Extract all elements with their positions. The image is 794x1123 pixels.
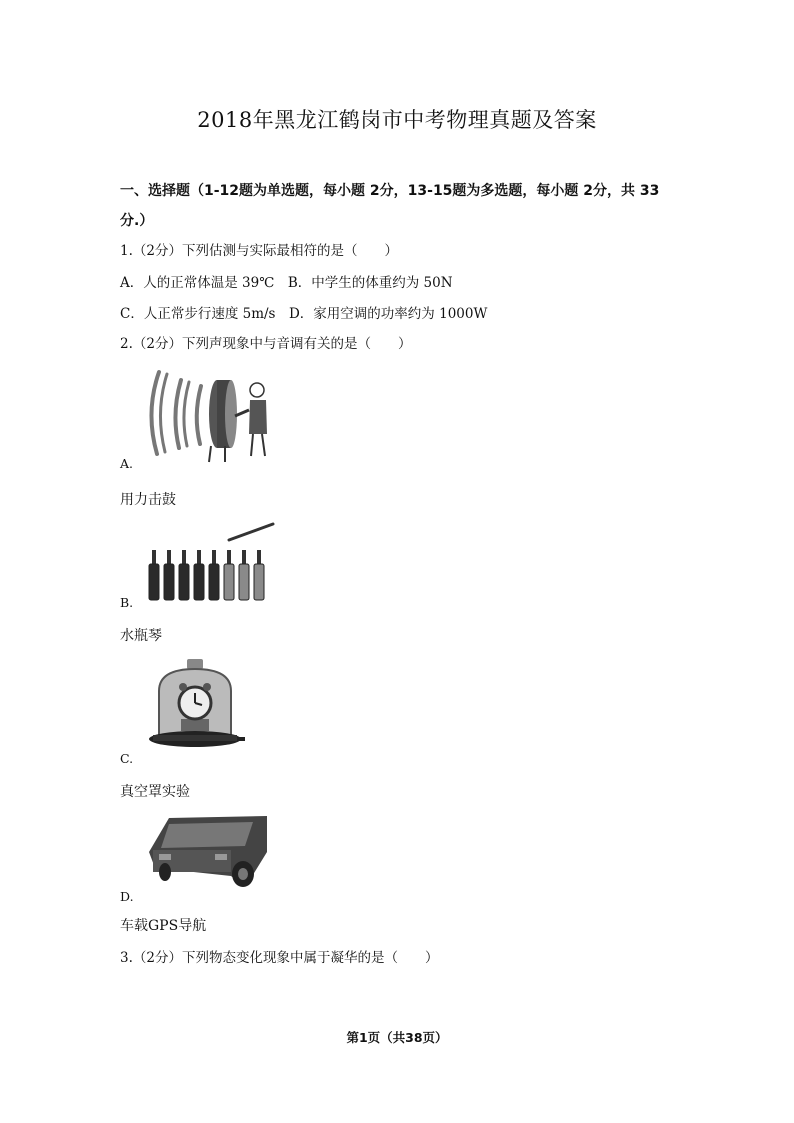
- bottle-neck: [152, 550, 156, 564]
- bottle-neck: [257, 550, 261, 564]
- page-footer: 第1页（共38页）: [346, 1030, 448, 1045]
- bottle-neck: [212, 550, 216, 564]
- bottle: [254, 564, 264, 600]
- bottle: [164, 564, 174, 600]
- water-bottle-figure: [145, 520, 275, 602]
- question-1-options-ab: A．人的正常体温是 39℃ B．中学生的体重约为 50N: [120, 275, 453, 291]
- section-heading: 一、选择题（1-12题为单选题，每小题 2分，13-15题为多选题，每小题 2分，共 33: [120, 183, 660, 199]
- bottle-neck: [197, 550, 201, 564]
- car-figure: [145, 812, 267, 894]
- page-title: 2018年黑龙江鹤岗市中考物理真题及答案: [197, 108, 597, 132]
- option-2d-caption: 车载GPS导航: [120, 918, 207, 934]
- bottle: [149, 564, 159, 600]
- bottle: [239, 564, 249, 600]
- drum-figure: [145, 366, 270, 462]
- bottle-neck: [167, 550, 171, 564]
- question-1-options-cd: C．人正常步行速度 5m/s D．家用空调的功率约为 1000W: [120, 306, 488, 322]
- option-2b-letter: B.: [120, 595, 134, 610]
- option-2b-caption: 水瓶琴: [120, 628, 162, 644]
- option-2d-letter: D.: [120, 889, 134, 904]
- question-3-stem: 3.（2分）下列物态变化现象中属于凝华的是（ ）: [120, 950, 439, 966]
- bottle: [224, 564, 234, 600]
- option-2a-caption: 用力击鼓: [120, 492, 176, 508]
- bottle-neck: [182, 550, 186, 564]
- bottle: [179, 564, 189, 600]
- bottle: [194, 564, 204, 600]
- question-2-stem: 2.（2分）下列声现象中与音调有关的是（ ）: [120, 336, 412, 352]
- bell-jar-figure: [145, 657, 245, 753]
- option-2c-letter: C.: [120, 751, 134, 766]
- bottle-neck: [242, 550, 246, 564]
- bottle: [209, 564, 219, 600]
- bottle-neck: [227, 550, 231, 564]
- option-2c-caption: 真空罩实验: [120, 784, 190, 800]
- option-2a-letter: A.: [120, 456, 134, 471]
- question-1-stem: 1.（2分）下列估测与实际最相符的是（ ）: [120, 243, 398, 259]
- section-heading-continued: 分.）: [120, 213, 154, 229]
